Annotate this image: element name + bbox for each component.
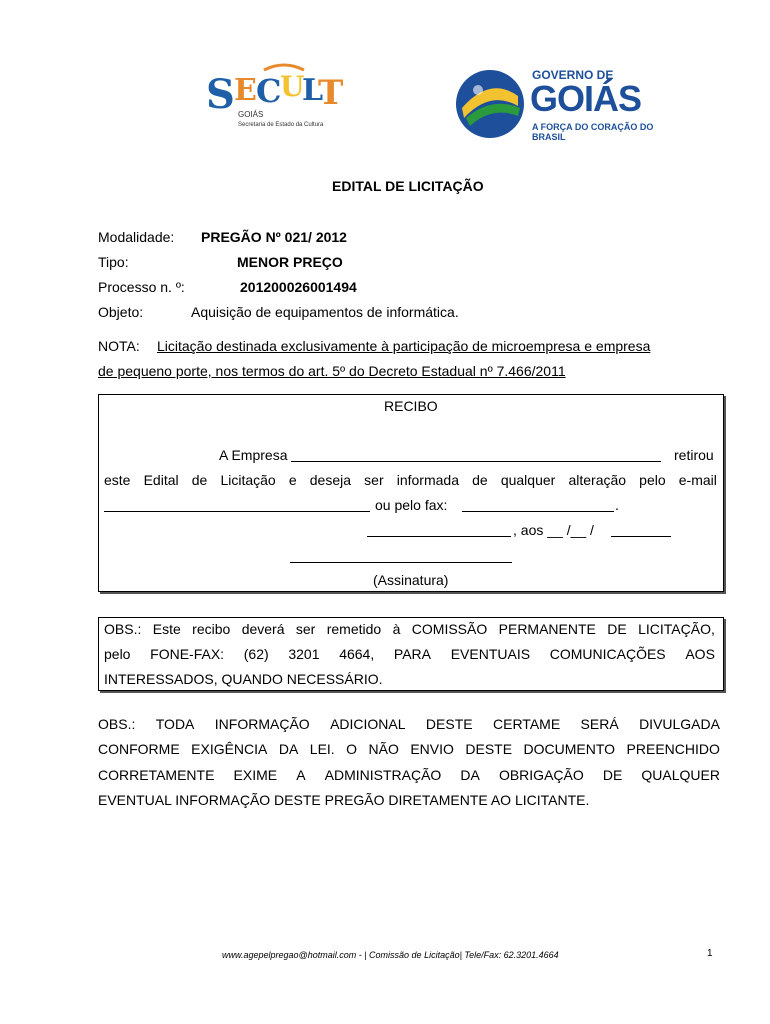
word: deseja [309,472,352,488]
word: PREENCHIDO [626,741,720,757]
word: SERÁ [580,716,619,732]
obs2-line3 [98,767,720,783]
secult-sub: GOIÁS [238,110,264,119]
page-number: 1 [707,948,713,959]
modalidade-label: Modalidade: [98,229,175,245]
word: recibo [192,621,231,637]
svg-text:U: U [280,70,305,103]
page-title: EDITAL DE LICITAÇÃO [332,178,484,194]
word: pelo [104,646,131,662]
year-blank-line [611,536,671,537]
word: PERMANENTE [498,621,596,637]
modalidade-value: PREGÃO Nº 021/ 2012 [201,229,347,245]
word: remetido [326,621,382,637]
word: ADICIONAL [330,716,406,732]
word: 3201 [288,646,320,662]
word: OBRIGAÇÃO [498,767,584,783]
goias-line2: GOIÁS [530,78,642,119]
word: de [472,472,488,488]
word: FONE-FAX: [150,646,225,662]
word: DESTE [465,741,513,757]
word: NÃO [368,741,399,757]
obs1-line3: INTERESSADOS, QUANDO NECESSÁRIO. [104,671,383,687]
secult-logo [204,60,344,140]
word: LICITAÇÃO, [638,621,715,637]
word: AOS [685,646,715,662]
objeto-value: Aquisição de equipamentos de informática. [191,304,459,320]
empresa-blank-line [291,461,661,462]
word: CERTAME [493,716,561,732]
word: TODA [155,716,195,732]
svg-text:T: T [318,73,344,113]
obs2-line4: EVENTUAL INFORMAÇÃO DESTE PREGÃO DIRETAMENTE AO LICITANTE. [98,792,590,808]
svg-text:S: S [206,71,233,118]
word: à [392,621,401,637]
recibo-line2 [104,472,717,488]
word: EXIME [233,767,278,783]
city-blank-line [367,536,511,537]
word: Este [152,621,181,637]
word: DE [607,621,627,637]
word: A [296,767,306,783]
goias-line3: A FORÇA DO CORAÇÃO DO BRASIL [532,122,654,142]
obs2-line2 [98,741,720,757]
nota-label: NOTA: [98,338,140,354]
retirou-label: retirou [674,447,714,463]
globe-icon [452,66,528,142]
fax-period: . [615,497,619,513]
tipo-label: Tipo: [98,254,129,270]
word: OBS.: [104,621,142,637]
word: DE [602,767,623,783]
word: ADMINISTRAÇÃO [324,767,442,783]
word: e [288,472,297,488]
word: OBS.: [98,716,136,732]
obs1-line1 [104,621,715,637]
secult-logo-graphic [204,60,344,140]
email-blank-line [104,511,370,512]
svg-text:E: E [234,73,257,108]
objeto-label: Objeto: [98,304,144,320]
word: qualquer [500,472,556,488]
word: Edital [143,472,179,488]
word: ENVIO [410,741,454,757]
word: DIVULGADA [639,716,720,732]
word: informada [396,472,459,488]
word: COMUNICAÇÕES [549,646,666,662]
word: DESTE [425,716,473,732]
svg-text:C: C [256,72,282,110]
processo-label: Processo n. º: [98,279,185,295]
word: CORRETAMENTE [98,767,215,783]
word: PARA [393,646,432,662]
processo-value: 201200026001494 [240,279,357,295]
obs1-line2 [104,646,715,662]
word: DOCUMENTO [523,741,616,757]
date-label: , aos __ /__ / [513,522,594,538]
tipo-value: MENOR PREÇO [237,254,343,270]
ou-pelo-fax-label: ou pelo fax: [375,497,448,513]
word: alteração [568,472,627,488]
word: CONFORME [98,741,180,757]
secult-tagline: Secretaria de Estado da Cultura [238,122,324,128]
word: ser [364,472,384,488]
word: (62) [243,646,269,662]
goias-logo [452,60,666,140]
footer-text: www.agepelpregao@hotmail.com - | Comissão de Licitação| Tele/Fax: 62.3201.4664 [222,950,559,960]
signature-line [290,562,512,563]
fax-blank-line [462,511,614,512]
word: DA [278,741,299,757]
nota-line2: de pequeno porte, nos termos do art. 5º do Decreto Estadual nº 7.466/2011 [98,363,566,379]
word: INFORMAÇÃO [214,716,310,732]
assinatura-label: (Assinatura) [373,572,449,588]
word: COMISSÃO [411,621,488,637]
word: EVENTUAIS [450,646,531,662]
word: este [104,472,131,488]
word: pelo [639,472,666,488]
word: DA [460,767,480,783]
word: e-mail [678,472,717,488]
word: O [346,741,358,757]
nota-line1: Licitação destinada exclusivamente à participação de microempresa e empresa [157,338,651,354]
a-empresa-label: A Empresa [219,447,288,463]
word: ser [295,621,316,637]
word: de [191,472,208,488]
recibo-title: RECIBO [384,398,438,414]
goias-line1: GOVERNO DE [532,68,614,82]
word: 4664, [339,646,375,662]
svg-text:L: L [302,73,324,108]
word: EXIGÊNCIA [191,741,268,757]
word: deverá [241,621,285,637]
word: QUALQUER [641,767,720,783]
word: Licitação [220,472,276,488]
word: LEI. [309,741,335,757]
obs2-line1 [98,716,720,732]
